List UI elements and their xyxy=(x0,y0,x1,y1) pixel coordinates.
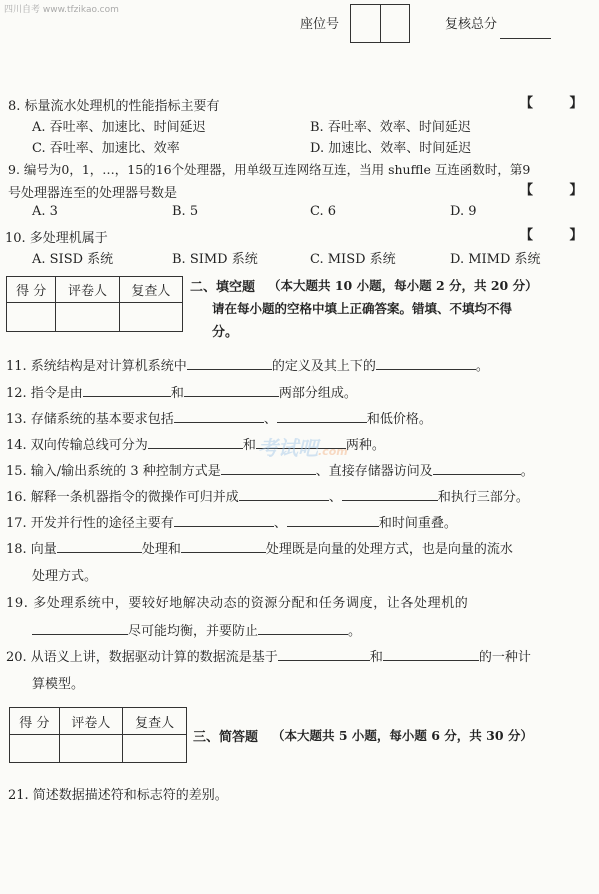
review-total-label: 复核总分 xyxy=(445,17,498,32)
q10-option-a: A. SISD 系统 xyxy=(32,252,114,267)
section2-title: 二、填空题 xyxy=(190,280,256,295)
section2-instruction-cont: 分。 xyxy=(212,325,239,340)
q18-text-1: 18. 向量 xyxy=(6,542,57,557)
q9-option-c: C. 6 xyxy=(310,204,337,219)
question-13 xyxy=(6,408,432,427)
q10-option-c: C. MISD 系统 xyxy=(310,252,396,267)
score-header: 得 分 xyxy=(7,277,56,303)
question-18 xyxy=(6,538,513,557)
q10-option-d: D. MIMD 系统 xyxy=(450,252,541,267)
q17-blank-2 xyxy=(287,515,379,527)
question-17 xyxy=(6,512,457,531)
reviewer-header: 复查人 xyxy=(119,277,182,303)
q11-text-1: 11. 系统结构是对计算机系统中 xyxy=(6,359,187,374)
q20-text-1: 20. 从语义上讲，数据驱动计算的数据流是基于 xyxy=(6,650,278,665)
q8-option-d: D. 加速比、效率、时间延迟 xyxy=(310,141,472,156)
q15-blank-2 xyxy=(433,463,521,475)
q11-blank-1 xyxy=(187,358,272,370)
q13-text-3: 和低价格。 xyxy=(366,412,432,427)
section3-info: （本大题共 5 小题，每小题 6 分，共 30 分） xyxy=(272,728,533,743)
section2-info: （本大题共 10 小题，每小题 2 分，共 20 分） xyxy=(268,278,538,293)
q17-blank-1 xyxy=(174,515,274,527)
question-11 xyxy=(6,355,489,374)
q16-blank-1 xyxy=(239,489,329,501)
question-16 xyxy=(6,486,529,505)
answer-bracket-8: 【 】 xyxy=(520,96,599,111)
q13-text-2: 、 xyxy=(263,412,277,427)
q8-option-a: A. 吞吐率、加速比、时间延迟 xyxy=(32,120,206,135)
q19-blank-2 xyxy=(258,623,348,635)
q18-blank-1 xyxy=(57,541,142,553)
site-logo-watermark xyxy=(258,432,348,461)
q13-blank-2 xyxy=(277,411,367,423)
score-table-section3 xyxy=(9,707,187,763)
q19-blank-1 xyxy=(32,623,128,635)
question-10: 10. 多处理机属于 xyxy=(5,231,108,246)
q19-text-3: 。 xyxy=(348,624,362,639)
reviewer-cell xyxy=(119,303,182,332)
question-19-cont xyxy=(32,620,361,639)
q8-option-c: C. 吞吐率、加速比、效率 xyxy=(32,141,180,156)
watermark: 四川自考 www.tfzikao.com xyxy=(4,5,119,15)
q9-option-a: A. 3 xyxy=(32,204,58,219)
q9-option-b: B. 5 xyxy=(172,204,199,219)
q17-text-1: 17. 开发并行性的途径主要有 xyxy=(6,516,174,531)
reviewer-header: 复查人 xyxy=(123,708,187,735)
grader-header: 评卷人 xyxy=(59,708,123,735)
q10-option-b: B. SIMD 系统 xyxy=(172,252,258,267)
q16-text-1: 16. 解释一条机器指令的微操作可归并成 xyxy=(6,490,239,505)
grader-cell xyxy=(59,735,123,763)
question-12 xyxy=(6,382,357,401)
question-18-cont: 处理方式。 xyxy=(32,569,98,584)
question-20 xyxy=(6,646,531,665)
grader-header: 评卷人 xyxy=(56,277,119,303)
q14-text-1: 14. 双向传输总线可分为 xyxy=(6,438,148,453)
q15-blank-1 xyxy=(221,463,316,475)
q8-option-b: B. 吞吐率、效率、时间延迟 xyxy=(310,120,471,135)
logo-main: 考试吧 xyxy=(258,436,318,460)
logo-sub: .com xyxy=(318,445,348,458)
q17-text-2: 、 xyxy=(273,516,287,531)
section3-title: 三、简答题 xyxy=(193,730,259,745)
q16-blank-2 xyxy=(342,489,438,501)
q11-text-2: 的定义及其上下的 xyxy=(271,359,376,374)
q13-blank-1 xyxy=(174,411,264,423)
score-cell xyxy=(7,303,56,332)
question-9: 9. 编号为0，1，…，15的16个处理器，用单级互连网络互连，当用 shuffle 互连函数时，第9 xyxy=(8,162,531,177)
answer-bracket-10: 【 】 xyxy=(520,228,599,243)
q12-text-2: 和 xyxy=(170,386,184,401)
q12-text-3: 两部分组成。 xyxy=(278,386,357,401)
q12-blank-2 xyxy=(184,385,279,397)
q11-text-3: 。 xyxy=(475,359,489,374)
q9-option-d: D. 9 xyxy=(450,204,477,219)
grader-cell xyxy=(56,303,119,332)
q18-text-2: 处理和 xyxy=(141,542,181,557)
q18-blank-2 xyxy=(181,541,266,553)
q20-blank-1 xyxy=(278,649,370,661)
q11-blank-2 xyxy=(376,358,476,370)
q20-text-3: 的一种计 xyxy=(478,650,531,665)
q12-text-1: 12. 指令是由 xyxy=(6,386,83,401)
review-total-line xyxy=(500,38,551,39)
q20-blank-2 xyxy=(383,649,479,661)
q15-text-3: 。 xyxy=(520,464,534,479)
q19-text-2: 尽可能均衡，并要防止 xyxy=(128,624,259,639)
q12-blank-1 xyxy=(83,385,171,397)
question-20-cont: 算模型。 xyxy=(32,677,85,692)
q13-text-1: 13. 存储系统的基本要求包括 xyxy=(6,412,174,427)
question-9-cont: 号处理器连至的处理器号数是 xyxy=(8,186,178,201)
q14-blank-1 xyxy=(148,437,243,449)
question-8: 8. 标量流水处理机的性能指标主要有 xyxy=(8,99,220,114)
question-21: 21. 简述数据描述符和标志符的差别。 xyxy=(8,788,228,803)
q20-text-2: 和 xyxy=(369,650,383,665)
q18-text-3: 处理既是向量的处理方式，也是向量的流水 xyxy=(265,542,513,557)
q16-text-2: 、 xyxy=(328,490,342,505)
score-cell xyxy=(10,735,60,763)
q17-text-3: 和时间重叠。 xyxy=(378,516,457,531)
score-table-section2 xyxy=(6,276,183,332)
question-19: 19. 多处理系统中，要较好地解决动态的资源分配和任务调度，让各处理机的 xyxy=(6,596,469,611)
seat-number-box xyxy=(350,4,410,43)
section2-instruction: 请在每小题的空格中填上正确答案。错填、不填均不得 xyxy=(212,301,513,316)
score-header: 得 分 xyxy=(10,708,60,735)
seat-label: 座位号 xyxy=(300,17,340,32)
q14-text-2: 和 xyxy=(242,438,256,453)
q15-text-2: 、直接存储器访问及 xyxy=(315,464,433,479)
answer-bracket-9: 【 】 xyxy=(520,183,599,198)
reviewer-cell xyxy=(123,735,187,763)
q16-text-3: 和执行三部分。 xyxy=(437,490,529,505)
question-15 xyxy=(6,460,534,479)
q14-text-3: 两种。 xyxy=(345,438,385,453)
q15-text-1: 15. 输入/输出系统的 3 种控制方式是 xyxy=(6,464,221,479)
